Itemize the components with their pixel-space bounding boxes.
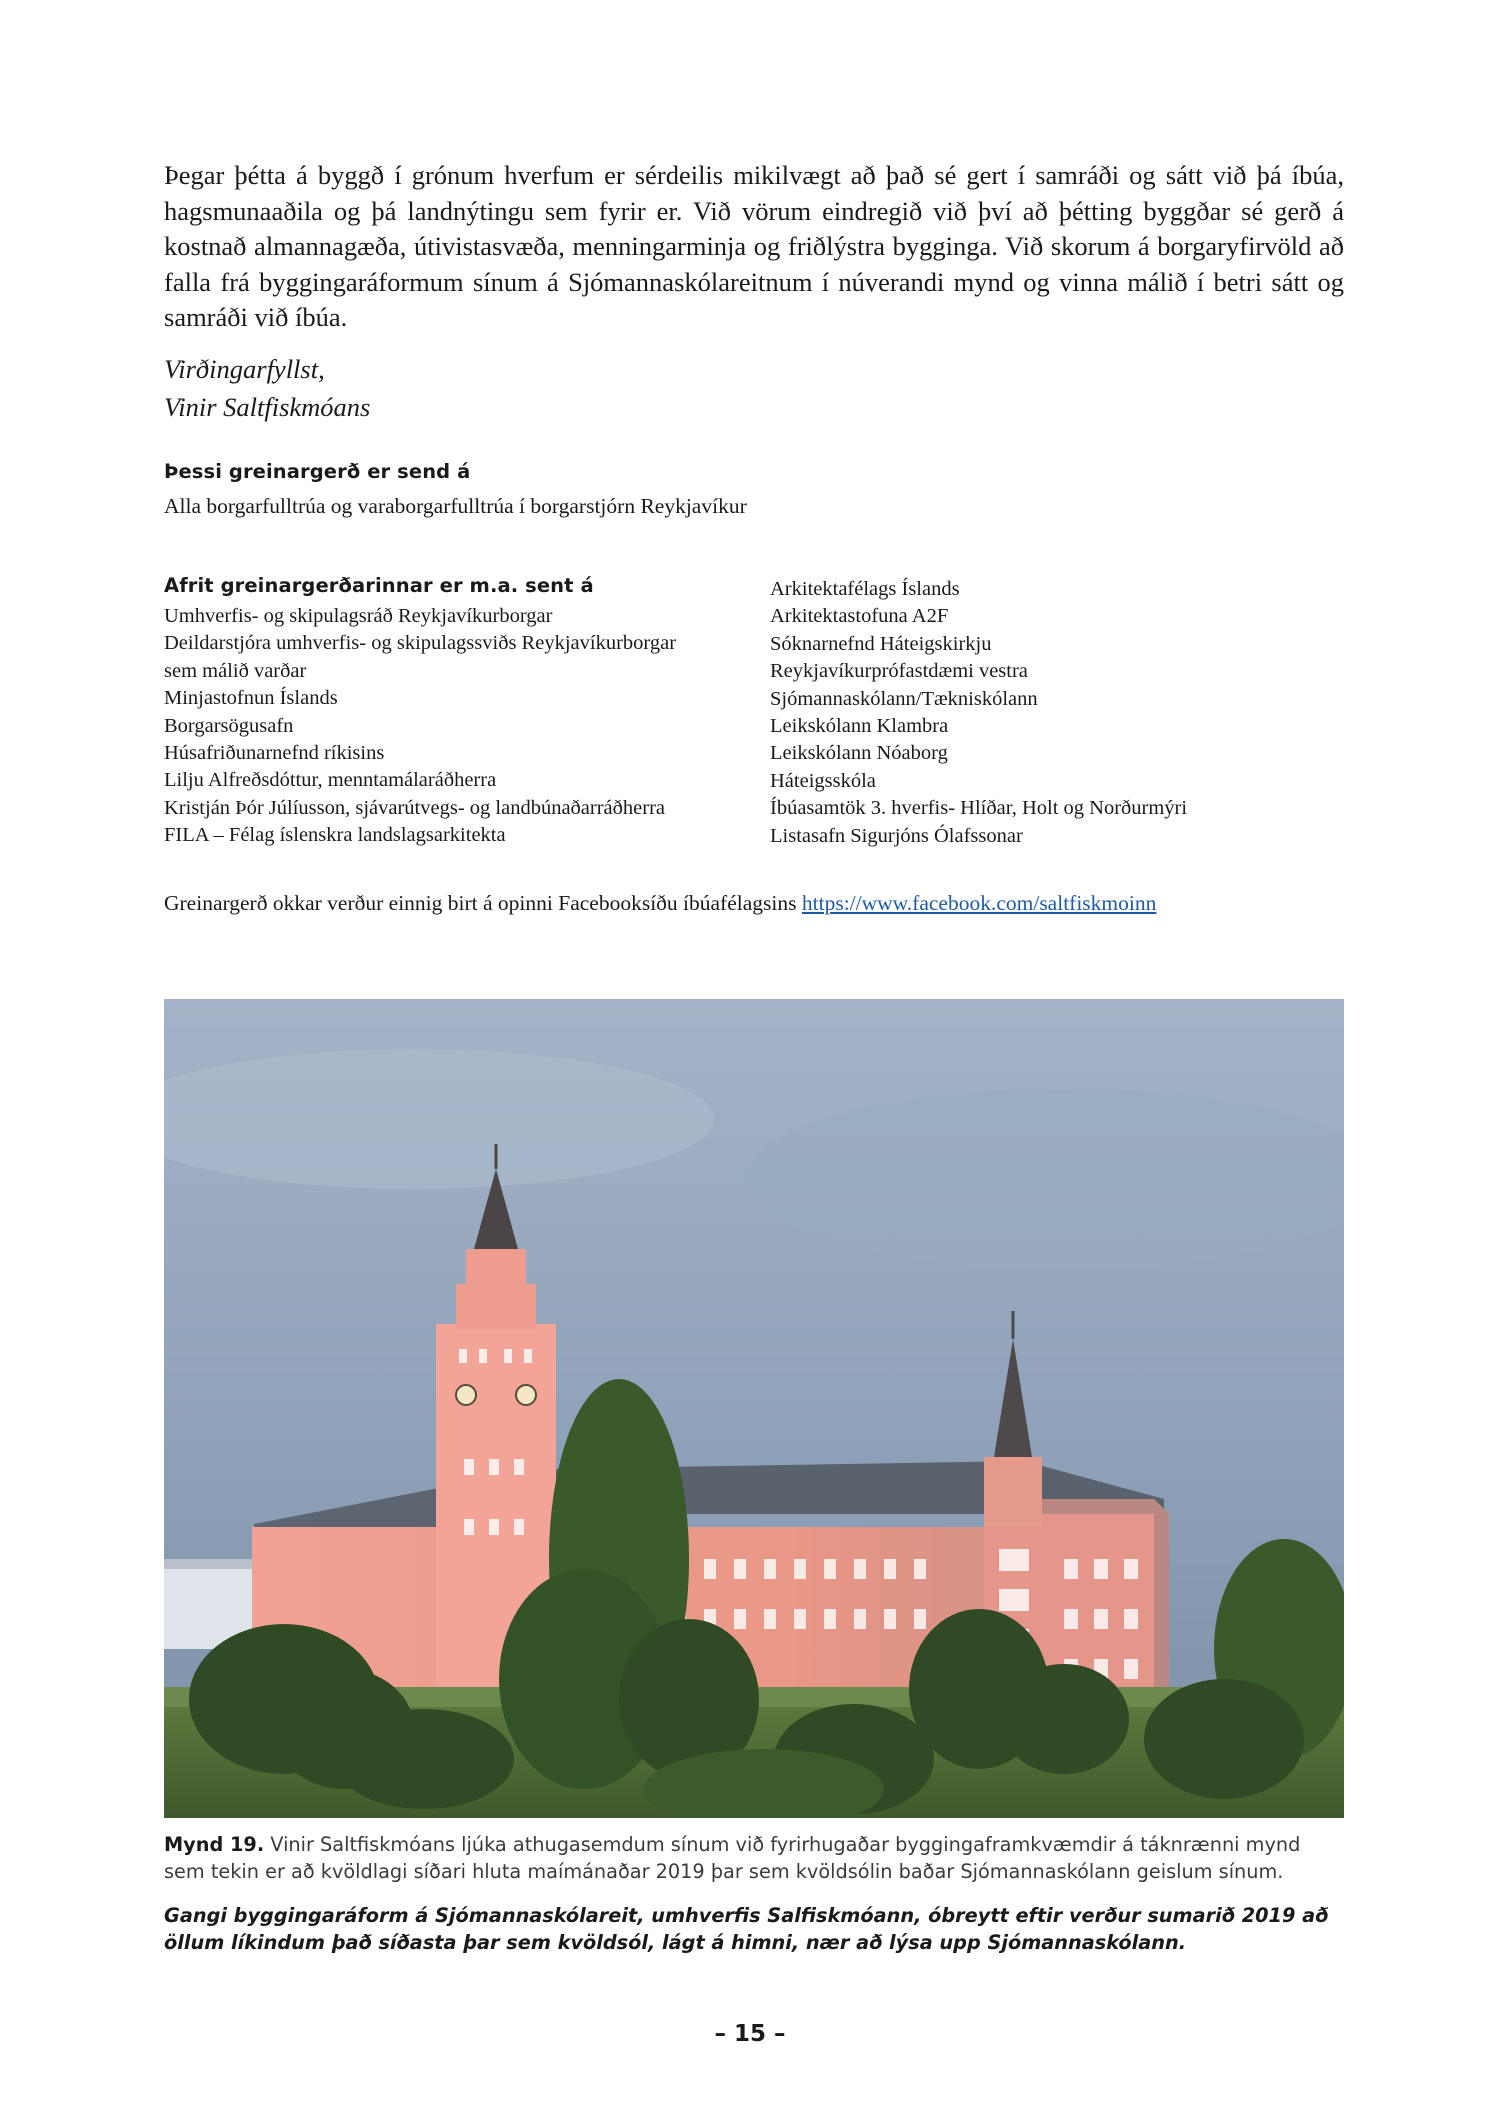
copies-list-right: [770, 576, 1370, 850]
photo-sjomannaskolinn: [164, 999, 1344, 1818]
list-item: Deildarstjóra umhverfis- og skipulagssviðs Reykjavíkurborgar: [164, 632, 677, 655]
body-paragraph: Þegar þétta á byggð í grónum hverfum er sérdeilis mikilvægt að það sé gert í samráði og sátt við þá íbúa, hagsmunaaðila og þá landnýtingu sem fyrir er. Við vörum eindregið við því að þétting byggðar sé gerð á kostnað almannagæða, útivistasvæða, menningarminja og friðlýstra bygginga. Við skorum á borgaryfirvöld að falla frá byggingaráformum sínum á Sjómannaskólareitnum í núverandi mynd og vinna málið í betri sátt og samráði við íbúa.: [164, 160, 1344, 332]
list-item: Minjastofnun Íslands: [164, 687, 338, 710]
list-item: Sóknarnefnd Háteigskirkju: [770, 632, 992, 655]
building-photo-illustration: [164, 999, 1344, 1818]
closing-salutation: Virðingarfyllst,: [164, 354, 325, 384]
page-number: – 15 –: [714, 2021, 786, 2047]
list-item: Íbúasamtök 3. hverfis- Hlíðar, Holt og Norðurmýri: [770, 797, 1188, 820]
list-item: Háteigsskóla: [770, 769, 876, 792]
facebook-link[interactable]: https://www.facebook.com/saltfiskmoinn: [801, 891, 1157, 915]
list-item: Húsafriðunarnefnd ríkisins: [164, 742, 385, 765]
list-item: FILA – Félag íslenskra landslagsarkitekta: [164, 824, 506, 847]
figure-caption-note: Gangi byggingaráform á Sjómannaskólareit, umhverfis Salfiskmóann, óbreytt eftir verður sumarið 2019 að öllum líkindum það síðasta þar sem kvöldsól, lágt á himni, nær að lýsa upp Sjómannaskólann.: [164, 1904, 1329, 1954]
list-item: Arkitektastofuna A2F: [770, 605, 949, 628]
closing-signatory: Vinir Saltfiskmóans: [164, 392, 371, 422]
facebook-note-text: Greinargerð okkar verður einnig birt á opinni Facebooksíðu íbúafélagsins: [164, 891, 797, 915]
list-item: Umhverfis- og skipulagsráð Reykjavíkurborgar: [164, 605, 553, 627]
list-item: sem málið varðar: [164, 659, 307, 682]
list-item: Reykjavíkurprófastdæmi vestra: [770, 660, 1028, 683]
copies-list-left: [164, 603, 764, 850]
list-item: Leikskólann Nóaborg: [770, 742, 948, 765]
list-item: Kristján Þór Júlíusson, sjávarútvegs- og landbúnaðarráðherra: [164, 796, 665, 819]
copies-heading: Afrit greinargerðarinnar er m.a. sent á: [164, 574, 594, 597]
figure-caption-text: Vinir Saltfiskmóans ljúka athugasemdum sínum við fyrirhugaðar byggingaframkvæmdir á táknrænni mynd sem tekin er að kvöldlagi síðari hluta maímánaðar 2019 þar sem kvöldsólin baðar Sjómannaskólann geislum sínum.: [164, 1833, 1301, 1883]
closing-signature: [164, 350, 370, 426]
list-item: Listasafn Sigurjóns Ólafssonar: [770, 824, 1023, 847]
list-item: Leikskólann Klambra: [770, 715, 949, 738]
list-item: Arkitektafélags Íslands: [770, 578, 960, 600]
sent-to-heading: Þessi greinargerð er send á: [164, 460, 471, 483]
facebook-note: [164, 891, 1156, 916]
list-item: Lilju Alfreðsdóttur, menntamálaráðherra: [164, 769, 497, 792]
sent-to-text: Alla borgarfulltrúa og varaborgarfulltrúa í borgarstjórn Reykjavíkur: [164, 494, 747, 518]
list-item: Borgarsögusafn: [164, 714, 294, 737]
figure-caption-label: Mynd 19.: [164, 1833, 265, 1856]
list-item: Sjómannaskólann/Tækniskólann: [770, 687, 1038, 710]
figure-caption: [164, 1831, 1344, 1885]
